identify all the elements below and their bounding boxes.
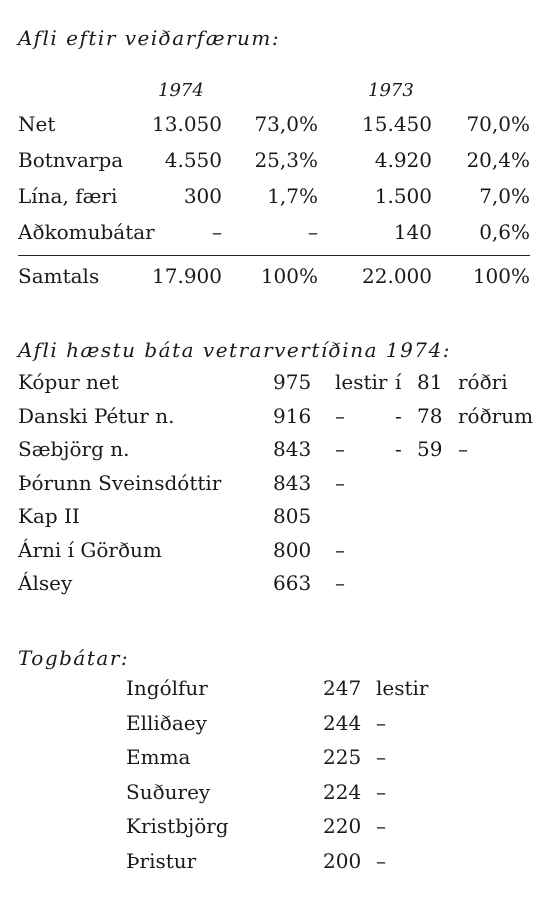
trawler-unit: – (376, 745, 386, 769)
boat-trips: 59 (417, 437, 443, 461)
boat-row (0, 404, 543, 436)
trawler-name: Elliðaey (126, 710, 207, 735)
gear-label: Botnvarpa (18, 148, 124, 172)
gear-1973-value: 4.920 (374, 148, 432, 172)
boat-unit: – (335, 470, 345, 495)
gear-1973-value: 1.500 (374, 184, 432, 208)
trawler-amount: 244 (323, 710, 362, 735)
boat-unit: – (335, 437, 345, 461)
gear-1973-percent: 20,4% (466, 148, 530, 172)
gear-1974-percent: 73,0% (254, 112, 318, 136)
boat-trips: 78 (417, 403, 443, 428)
trawler-row (0, 780, 543, 812)
boat-unit: – (335, 537, 345, 562)
total-label: Samtals (18, 264, 100, 288)
boat-name: Danski Pétur n. (18, 403, 175, 428)
gear-1974-value: 13.050 (152, 112, 222, 136)
boat-amount: 805 (273, 504, 312, 528)
gear-1973-percent: 70,0% (466, 112, 530, 136)
gear-row (0, 220, 543, 250)
total-1974-percent: 100% (260, 264, 318, 288)
boat-trips: 81 (417, 370, 443, 394)
boat-row (0, 538, 543, 570)
boat-name: Álsey (18, 571, 73, 595)
trawler-unit: lestir (376, 676, 429, 700)
trawler-row (0, 676, 543, 708)
boat-name: Sæbjörg n. (18, 437, 130, 461)
gear-1974-percent: – (308, 220, 318, 244)
gear-row (0, 148, 543, 178)
gear-1974-percent: 25,3% (254, 148, 318, 172)
trawler-row (0, 745, 543, 777)
gear-1973-value: 15.450 (362, 112, 432, 136)
boat-prep: - (395, 403, 402, 428)
boat-prep: - (395, 437, 402, 461)
trawler-unit: – (376, 710, 386, 735)
boat-prep: í (395, 370, 402, 394)
catch-by-gear-heading: Afli eftir veiðarfærum: (18, 26, 281, 50)
boat-unit: – (335, 571, 345, 595)
boat-row (0, 504, 543, 536)
boat-row (0, 471, 543, 503)
gear-label: Lína, færi (18, 184, 118, 208)
top-boats-heading: Afli hæstu báta vetrarvertíðina 1974: (18, 338, 451, 362)
gear-1974-value: – (212, 220, 222, 244)
year-header-1973: 1973 (368, 80, 414, 101)
total-1973-percent: 100% (472, 264, 530, 288)
boat-row (0, 571, 543, 603)
trawler-amount: 247 (323, 676, 362, 700)
trawler-amount: 225 (323, 745, 362, 769)
gear-1974-value: 300 (183, 184, 222, 208)
gear-1974-value: 4.550 (164, 148, 222, 172)
gear-label: Aðkomubátar (18, 220, 155, 244)
trawlers-heading: Togbátar: (18, 646, 130, 670)
boat-name: Kap II (18, 504, 80, 528)
boat-name: Þórunn Sveinsdóttir (18, 470, 222, 495)
trawler-amount: 200 (323, 848, 362, 873)
trawler-unit: – (376, 814, 386, 838)
trawler-name: Suðurey (126, 779, 211, 804)
gear-1974-percent: 1,7% (267, 184, 318, 208)
boat-trip-word: róðrum (458, 403, 534, 428)
trawler-unit: – (376, 779, 386, 804)
boat-amount: 975 (273, 370, 312, 394)
trawler-row (0, 849, 543, 881)
trawler-amount: 220 (323, 814, 362, 838)
trawler-name: Þristur (126, 848, 197, 873)
boat-name: Kópur net (18, 370, 119, 394)
total-1974-value: 17.900 (152, 264, 222, 288)
boat-name: Árni í Görðum (18, 537, 162, 562)
gear-row (0, 112, 543, 142)
trawler-amount: 224 (323, 779, 362, 804)
boat-amount: 663 (273, 571, 312, 595)
total-divider (18, 255, 530, 256)
boat-amount: 916 (273, 403, 312, 428)
boat-unit: lestir (335, 370, 388, 394)
total-1973-value: 22.000 (362, 264, 432, 288)
boat-trip-word: róðri (458, 370, 508, 394)
trawler-unit: – (376, 848, 386, 873)
trawler-name: Emma (126, 745, 191, 769)
trawler-row (0, 814, 543, 846)
boat-unit: – (335, 403, 345, 428)
gear-label: Net (18, 112, 56, 136)
total-row (0, 264, 543, 294)
year-header-1974: 1974 (158, 80, 204, 101)
boat-amount: 800 (273, 537, 312, 562)
boat-amount: 843 (273, 437, 312, 461)
trawler-name: Kristbjörg (126, 814, 229, 838)
gear-row (0, 184, 543, 214)
trawler-name: Ingólfur (126, 676, 208, 700)
boat-trip-word: – (458, 437, 468, 461)
boat-row (0, 370, 543, 402)
gear-1973-value: 140 (393, 220, 432, 244)
trawler-row (0, 711, 543, 743)
boat-row (0, 437, 543, 469)
gear-1973-percent: 0,6% (479, 220, 530, 244)
boat-amount: 843 (273, 470, 312, 495)
gear-1973-percent: 7,0% (479, 184, 530, 208)
